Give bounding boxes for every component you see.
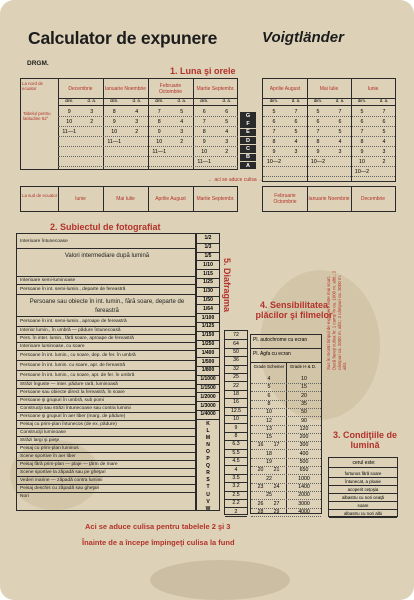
aperture-cell: 16 [233,399,239,406]
time-cell: 1/150 [201,332,215,339]
grid-cell [329,157,351,166]
letter-cell: A [240,162,256,170]
grid-cell [285,157,307,166]
time-cell: 1/100 [201,314,215,321]
subject-row: Interioare întunecoase [20,239,68,244]
subhead: d. a. [379,98,389,104]
hd-cell: 500 [299,459,309,465]
grid-cell [81,137,104,146]
scheiner-cell: 21 [273,467,280,474]
subhead: d. a. [222,98,232,104]
letter-column [240,112,258,170]
scheiner-header: Grade Scheiner [253,364,285,369]
grid-cell: 9 [272,148,276,155]
subject-row: Persoane în int. lumin. cu soare, apr. de fereastră [20,363,126,368]
scheiner-cell: 15 [266,434,272,441]
time-cell: 1/5 [204,252,212,259]
grid-cell: 4 [225,128,229,135]
grid-cell: 11—1 [197,158,212,165]
grid-cell [126,137,149,146]
grid-cell: 7 [202,118,206,125]
aperture-cell: 6.3 [232,441,240,448]
grid-cell: 10 [111,128,118,135]
subject-row: Persoane în int. semi-lumin., departe de fereastră [20,287,126,292]
grid-cell: 6 [382,118,386,125]
scheiner-cell: 5 [267,384,271,391]
hd-cell: 4000 [298,508,310,515]
scheiner-cell: 12 [266,417,272,424]
subject-row: Peisaj fără prim-plan — plaje — ţărm de mare [20,462,118,467]
hd-cell: 400 [299,450,309,457]
grid-cell: 4 [338,138,342,145]
grid-cell: 9 [157,128,161,135]
grid-cell: 3 [135,118,139,125]
altitude-note: Sus în mostri timpul de expunere este mai scurt. Dacă faceţi culisa în: 1 camp în ca. 1000 m. altit.; 2 câmpuri ca. 2000 m. altit.; 3 câmpuri ca. 3000 m. altit. [326,270,348,370]
aperture-cell: 9 [234,424,238,431]
grid-cell: 9 [360,148,364,155]
letter-cell: E [240,129,256,137]
light-row: soare [357,502,369,508]
grid-cell: 2 [90,118,94,125]
south-label: La sud de ecuator [22,193,58,198]
divider [148,187,149,211]
grid-cell [58,137,81,146]
subject-row: Valori intermediare după lumină [64,253,150,259]
month-header: Decembrie [68,86,93,92]
subject-row: Interioare luminoase, cu soare [20,344,85,349]
letter-cell: B [240,154,256,162]
grid-cell [373,167,395,176]
footer-line2: Înainte de a începe împingeţi culisa la fund [82,538,235,547]
scheiner-cell: 17 [273,442,280,449]
month-label: Decembrie [360,196,386,202]
grid-cell [263,167,285,176]
grid-cell [285,167,307,176]
grid-cell: 7 [272,128,276,135]
letter-cell: G [240,112,256,120]
month-label: Aprilie August [155,196,186,202]
aperture-cell: 22 [233,382,239,389]
diaphragm-column [224,330,248,515]
grid-cell: 5 [294,128,298,135]
light-conditions-table [328,457,398,517]
time-cell: 1/25 [203,279,213,286]
scheiner-cell: 8 [267,400,271,407]
aperture-cell: 18 [233,390,239,397]
subject-row: Persoane şi grupuri în aer liber (marg. de pădure) [20,414,126,419]
letter-cell: N [206,441,210,448]
north-label: La nord de ecuator [22,81,43,92]
grid-cell: 6 [272,118,276,125]
grid-cell: 8 [272,138,276,145]
scheiner-cell: 24 [273,483,280,490]
grid-cell: 7 [382,108,386,115]
aperture-cell: 50 [233,348,239,355]
letter-cell: O [206,448,210,455]
grid-cell [58,147,81,156]
grid-cell: 7 [157,108,161,115]
light-row: albastru cu nori albi [343,510,383,516]
grid-cell: 5 [225,118,229,125]
scheiner-cell: 25 [266,492,272,499]
grid-cell: 3 [338,148,342,155]
section4-title: 4. Sensibilitatea plăcilor şi filmelor [255,300,333,320]
month-header: Februarie Octombrie [158,83,183,95]
subject-row: Pers. în inter. lumin., fără soare, aproape de fereastră [20,336,134,341]
grid-cell [126,157,149,166]
agfa-header: Pl. Agfa cu ecran [253,351,291,357]
south-months-row [20,186,238,212]
subject-row: Scene sportive la zăpadă sau pe gheţari [20,470,106,475]
letter-cell: K [206,420,210,427]
month-header: Iunie [367,86,379,92]
divider [251,516,321,517]
month-label: Ianuarie Noembrie [308,196,350,202]
time-cell: 1/1500 [200,384,216,391]
subhead: d. a. [87,98,97,104]
grid-cell [307,167,329,176]
aperture-cell: 64 [233,340,239,347]
grid-cell: 6 [202,108,206,115]
grid-cell [103,157,126,166]
time-cell: 1/1000 [200,376,216,383]
aperture-cell: 4 [234,466,238,473]
grid-cell: 5 [360,108,364,115]
time-column [196,233,220,511]
grid-cell: 11—1 [107,138,122,145]
section1-right-table [262,78,396,182]
scheiner-cell: 29 [273,508,280,515]
subhead: d. a. [291,98,301,104]
hd-cell: 1000 [298,475,310,482]
subhead: d. a. [335,98,345,104]
letter-cell: T [206,484,210,491]
subject-row: Construcţii luminoase [20,430,66,435]
grid-cell: 7 [294,108,298,115]
grid-cell [81,147,104,156]
letter-cell: S [206,477,210,484]
aperture-cell: 3.5 [232,474,240,481]
time-cell: 1/125 [201,323,215,330]
hd-cell: 120 [299,425,309,432]
section1-left-table [20,78,238,170]
subject-row: Nori [20,494,29,499]
grid-cell [329,167,351,176]
scheiner-cell: 13 [266,425,272,432]
grid-cell: 5 [316,108,320,115]
subhead: dim. [200,98,209,104]
grid-cell: 6 [338,118,342,125]
subject-row: Persoane în int. lumin., cu soare, dep. de fer. în umbră [20,353,136,358]
hd-cell: 50 [301,409,307,416]
autochrome-header: Pl. autochrome cu ecran [253,337,308,343]
subhead: dim. [357,98,367,104]
divider [103,187,104,211]
grid-cell: 4 [135,108,139,115]
grid-cell [171,147,194,156]
subject-row: Străzi înguste — inter. pădure rară, luminoasă [20,382,118,387]
light-row: albastru cu nori ceaţă [342,494,384,500]
page-title: Calculator de expunere [28,28,218,48]
subject-row: Persoane în int. lumin., cu soare, apr. de fer. în umbră [20,373,135,378]
time-cell: 1/250 [201,340,215,347]
hd-cell: 10 [301,376,307,382]
subject-table [16,233,196,511]
grid-cell: 10—2 [354,168,370,175]
letter-cell: U [206,491,210,498]
subhead: dim. [65,98,74,104]
grid-cell: 6 [316,118,320,125]
time-cell: 1/64 [203,305,213,312]
hd-cell: 200 [299,434,309,441]
grid-cell: 9 [67,108,71,115]
section2-title: 2. Subiectul de fotografiat [50,222,161,232]
hd-header: Grade H & D. [289,364,317,369]
grid-cell: 8 [316,138,320,145]
letter-cell: C [240,145,256,153]
grid-cell: 2 [382,158,386,165]
letter-cell: F [240,120,256,128]
latitude-label: Tabelul pentru latitudine 52° [23,111,51,122]
scheiner-cell: 18 [266,450,272,457]
divider [329,517,397,518]
subject-row: Străzi largi şi pieţe [20,438,60,443]
aperture-cell: 32 [233,365,239,372]
grid-cell: 2 [225,148,229,155]
scheiner-cell: 19 [266,459,272,465]
time-cell: 1/500 [201,358,215,365]
month-label: Martie Septembr. [196,196,235,202]
divider [58,98,238,99]
letter-cell: R [206,470,210,477]
subject-row: Interior lumin., în umbră — pădure întunecoasă [20,328,121,333]
scheiner-cell: 6 [267,392,271,399]
subject-row: Peisaj cu prim-plan luminos [20,446,79,451]
divider [225,516,247,517]
hd-cell: 15 [301,384,307,391]
grid-cell: 10 [201,148,208,155]
grid-cell: 5 [180,108,184,115]
grid-cell [58,157,81,166]
divider [58,105,238,106]
light-row: întunecat, a ploaie [345,478,381,484]
grid-cell: 7 [360,128,364,135]
light-row: fortunos fără soare [344,470,382,476]
grid-cell: 3 [225,138,229,145]
grid-cell: 4 [294,138,298,145]
aperture-cell: 3.2 [232,483,240,490]
divider [307,187,308,211]
month-label: Februarie Octombrie [273,193,297,205]
grid-cell: 3 [294,148,298,155]
aperture-cell: 2.5 [232,491,240,498]
grid-cell: 6 [360,118,364,125]
scheiner-cell: 10 [266,409,272,416]
scheiner-cell: 22 [266,475,272,482]
grid-cell: 5 [272,108,276,115]
scheiner-cell: 28 [257,508,264,515]
subhead: dim. [155,98,164,104]
divider [193,187,194,211]
grid-cell: 3 [180,128,184,135]
scheiner-cell: 4 [267,376,271,382]
time-cell: 1/4000 [200,411,216,418]
section1-title: 1. Luna şi orele [170,66,236,76]
aperture-cell: 2 [234,508,238,515]
subhead: dim. [313,98,323,104]
south-months-right-row [262,186,396,212]
scheiner-cell: 27 [273,500,280,507]
grid-cell: 9 [202,138,206,145]
grid-cell [103,147,126,156]
subject-row: Construcţii sau străzi întunecoase sau contra luminii [20,406,131,411]
letter-cell: L [206,427,210,434]
grid-cell: 9 [112,118,116,125]
grid-cell: 7 [338,108,342,115]
time-cell: 1/50 [203,296,213,303]
subject-row: Peisaj deschis cu zăpadă sau gheţari [20,486,100,491]
grid-cell: 3 [90,108,94,115]
section3-title: 3. Condiţiile de lumină [332,430,397,450]
grid-cell: 10 [359,158,365,165]
grid-cell: 11—1 [62,128,77,135]
scheiner-cell: 16 [257,442,264,449]
grid-cell [81,127,104,136]
grid-cell [171,157,194,166]
grid-cell: 9 [316,148,320,155]
hd-cell: 300 [299,442,309,449]
grid-cell: 4 [382,138,386,145]
grid-cell: 8 [360,138,364,145]
subject-row: Scene sportive în aer liber [20,454,76,459]
hd-cell: 1400 [298,483,310,490]
grid-cell: 7 [316,128,320,135]
grid-cell: 5 [382,128,386,135]
divider [351,187,352,211]
subject-row: Persoane sau obiecte direct la fereastră, în soare [20,390,125,395]
subhead: dim. [269,98,279,104]
section5-title: 5. Diafragma [222,258,232,313]
aperture-cell: 36 [233,357,239,364]
stain [150,560,290,600]
grid-cell: 10—2 [266,158,282,165]
hd-cell: 3000 [298,500,310,507]
aperture-cell: 25 [233,374,239,381]
letter-cell: Q [206,463,210,470]
time-cell: 1/30 [203,288,213,295]
time-cell: 1/10 [203,261,213,268]
aperture-cell: 2.2 [232,500,240,507]
divider [263,98,395,99]
grid-cell: 10 [156,138,163,145]
grid-cell: 10 [66,118,73,125]
subhead: dim. [110,98,119,104]
subject-row: Persoane sau obiecte în int. lumin., fără soare, departe de fereastră [29,299,185,314]
hd-cell: 35 [301,400,307,407]
time-cell: 1/3 [204,244,212,251]
brand-logo: Voigtländer [262,29,344,46]
grid-cell: 8 [157,118,161,125]
slider-note-top: ← aci se aduce culisa → [208,177,264,183]
subject-row: Peisaj cu prim-plan întunecos (de ex. pădure) [20,422,117,427]
letter-cell: D [240,137,256,145]
grid-cell: 11—1 [152,148,167,155]
time-cell: 1/800 [201,367,215,374]
grid-cell [126,147,149,156]
grid-cell: 6 [225,108,229,115]
grid-cell: 8 [112,108,116,115]
grid-cell: 6 [294,118,298,125]
subject-row: Vederi marine — zăpadă contra luminii [20,478,103,483]
grid-cell: 10—2 [310,158,326,165]
scheiner-cell: 23 [257,483,264,490]
aperture-cell: 10 [233,416,239,423]
grid-cell: 2 [135,128,139,135]
footer-line1: Aci se aduce culisa pentru tabelele 2 şi 3 [85,522,231,531]
time-cell: 1/2 [204,235,212,242]
subhead: d. a. [177,98,187,104]
divider [58,166,238,167]
subject-row: Persoane în int. semi-lumin., aproape de fereastră [20,319,127,324]
month-label: Iunie [75,196,86,202]
subhead: d. a. [132,98,142,104]
aperture-cell: 5.5 [232,449,240,456]
light-row: acoperit ceţoşia [347,486,379,492]
divider [263,105,395,106]
hd-cell: 650 [299,467,309,474]
letter-cell: V [206,498,210,505]
time-cell: 1/15 [203,270,213,277]
aperture-cell: 8 [234,432,238,439]
scheiner-cell: 26 [257,500,264,507]
hd-cell: 20 [301,392,307,399]
sky-header: cerul este: [352,460,376,466]
time-cell: 1/2000 [200,393,216,400]
subject-row: Interioare semi-luminoase [20,278,76,283]
grid-cell: 3 [382,148,386,155]
grid-cell: 5 [338,128,342,135]
month-label: Mai Iulie [116,196,135,202]
aperture-cell: 4.5 [232,458,240,465]
letter-cell: W [205,505,211,512]
grid-cell: 2 [180,138,184,145]
aperture-cell: 12.5 [230,407,242,414]
hd-cell: 2000 [298,492,310,499]
letter-cell: M [205,434,211,441]
grid-cell [148,157,171,166]
grid-cell: 4 [180,118,184,125]
aperture-cell: 72 [233,332,239,339]
month-header: Martie Septembr. [196,86,235,92]
grid-cell: 8 [202,128,206,135]
month-header: Ianuarie Noembrie [104,86,147,92]
month-header: Mai Iulie [319,86,339,92]
time-cell: 1/3000 [200,402,216,409]
time-cell: 1/400 [201,349,215,356]
hd-cell: 90 [301,417,307,424]
drgm-mark: DRGM. [27,60,49,67]
grid-cell [81,157,104,166]
subject-row: Persoane şi grupuri în umbră, sub pomi [20,398,104,403]
sensitivity-table [250,334,322,514]
letter-cell: P [206,456,210,462]
scheiner-cell: 20 [257,467,264,474]
month-header: Aprilie August [269,86,301,92]
grid-cell [216,157,239,166]
